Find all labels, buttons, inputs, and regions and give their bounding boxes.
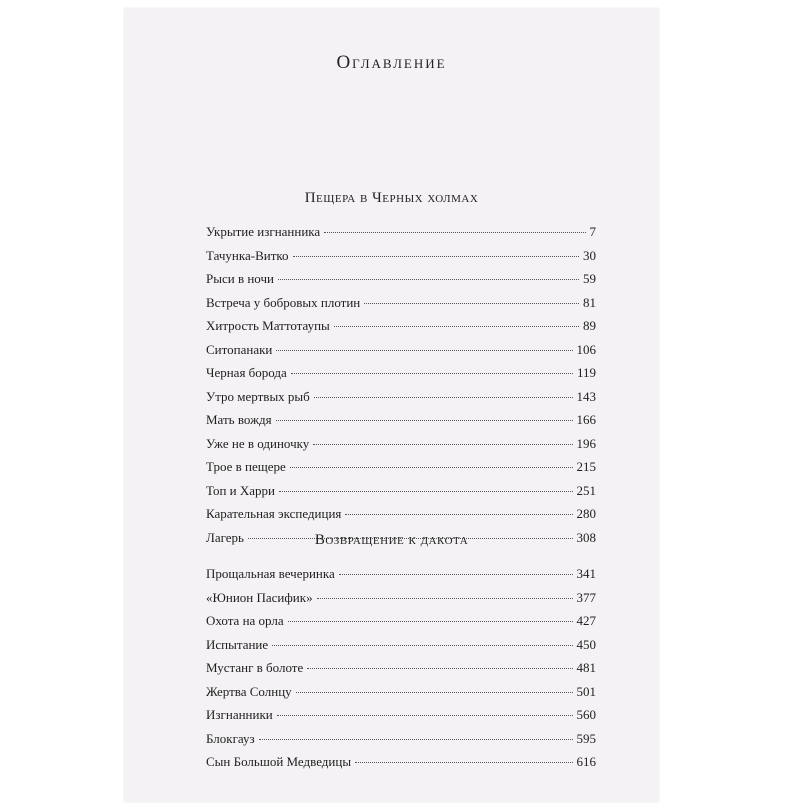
- toc-entry: [206, 479, 596, 503]
- toc-entry: [206, 385, 596, 409]
- toc-entry-title: Испытание: [206, 636, 269, 652]
- dot-leader: [293, 256, 579, 257]
- toc-entry-page-number: 30: [583, 247, 596, 263]
- toc-entry-title: Прощальная вечеринка: [206, 566, 335, 581]
- toc-entry-page-number: 143: [576, 388, 596, 404]
- dot-leader: [291, 373, 573, 374]
- toc-entry-page-number: 450: [576, 636, 596, 652]
- toc-entry-title: «Юнион Пасифик»: [206, 589, 313, 605]
- toc-entry-page-number: 501: [576, 683, 596, 699]
- dot-leader: [355, 762, 572, 763]
- dot-leader: [324, 232, 585, 233]
- dot-leader: [259, 739, 573, 740]
- dot-leader: [313, 444, 572, 445]
- toc-entry: [206, 703, 596, 727]
- toc-entry: [206, 609, 596, 633]
- toc-entry-title: Охота на орла: [206, 613, 284, 628]
- dot-leader: [277, 715, 573, 716]
- toc-entry: [206, 750, 596, 774]
- toc-entry: [206, 267, 596, 291]
- toc-entry: [206, 727, 596, 751]
- section-title-1: Пещера в Черных холмах: [304, 190, 479, 206]
- dot-leader: [278, 279, 579, 280]
- dot-leader: [276, 420, 573, 421]
- toc-entry-title: Изгнанники: [206, 707, 273, 722]
- toc-entry: [206, 244, 596, 268]
- toc-entry: [206, 338, 596, 362]
- toc-entry: [206, 314, 596, 338]
- toc-entry-page-number: 215: [576, 459, 596, 474]
- toc-entry: [206, 361, 596, 385]
- toc-entry: [206, 291, 596, 315]
- toc-entry-page-number: 81: [583, 294, 596, 310]
- toc-entry-title: Жертва Солнцу: [206, 683, 292, 699]
- dot-leader: [307, 668, 572, 669]
- toc-entry-page-number: 560: [576, 707, 596, 722]
- toc-entry-page-number: 341: [576, 566, 596, 581]
- toc-entry-title: Хитрость Маттотаупы: [206, 318, 330, 333]
- toc-entry-title: Сын Большой Медведицы: [206, 754, 352, 769]
- toc-entry-page-number: 119: [576, 365, 596, 380]
- dot-leader: [290, 467, 573, 468]
- toc-entry-page-number: 595: [576, 730, 596, 746]
- toc-entry-title: Тачунка-Витко: [206, 247, 289, 263]
- toc-entry-title: Ситопанаки: [206, 341, 273, 357]
- toc-entry-page-number: 89: [583, 318, 596, 333]
- dot-leader: [334, 326, 579, 327]
- toc-entry-title: Утро мертвых рыб: [206, 388, 310, 404]
- toc-entry-page-number: 196: [576, 435, 596, 451]
- toc-entry: [206, 502, 596, 526]
- toc-entry-page-number: 616: [576, 754, 596, 769]
- toc-entry-title: Черная борода: [206, 365, 287, 380]
- toc-entry: [206, 680, 596, 704]
- toc-entry-title: Рыси в ночи: [206, 271, 274, 286]
- toc-entry-page-number: 7: [589, 224, 596, 239]
- toc-entry: [206, 562, 596, 586]
- toc-entry-title: Уже не в одиночку: [206, 435, 310, 451]
- toc-entry-page-number: 280: [576, 506, 596, 521]
- toc-entry-page-number: 427: [576, 613, 596, 628]
- dot-leader: [339, 574, 573, 575]
- toc-entry: [206, 220, 596, 244]
- toc-entry-title: Трое в пещере: [206, 459, 286, 474]
- toc-entry-title: Карательная экспедиция: [206, 506, 342, 521]
- toc-entry: [206, 633, 596, 657]
- toc-entry-page-number: 166: [576, 412, 596, 427]
- dot-leader: [345, 514, 572, 515]
- toc-entry-title: Мать вождя: [206, 412, 272, 427]
- toc-entry-page-number: 251: [576, 482, 596, 498]
- toc-list-2: [206, 562, 596, 774]
- toc-entry-title: Встреча у бобровых плотин: [206, 294, 361, 310]
- toc-entry: [206, 455, 596, 479]
- toc-entry-page-number: 481: [576, 660, 596, 675]
- toc-entry-title: Мустанг в болоте: [206, 660, 304, 675]
- page-title: Оглавление: [336, 52, 447, 73]
- toc-entry-title: Блокгауз: [206, 730, 255, 746]
- dot-leader: [296, 692, 573, 693]
- dot-leader: [279, 491, 573, 492]
- dot-leader: [364, 303, 579, 304]
- dot-leader: [317, 598, 573, 599]
- toc-entry: [206, 408, 596, 432]
- dot-leader: [314, 397, 573, 398]
- toc-list-1: [206, 220, 596, 549]
- toc-entry-page-number: 308: [576, 529, 596, 545]
- book-page: [124, 8, 659, 802]
- toc-entry-title: Топ и Харри: [206, 482, 275, 498]
- dot-leader: [272, 645, 572, 646]
- dot-leader: [276, 350, 572, 351]
- dot-leader: [288, 621, 573, 622]
- section-title-2: Возвращение к дакота: [314, 532, 469, 548]
- toc-entry: [206, 586, 596, 610]
- toc-entry-page-number: 106: [576, 341, 596, 357]
- toc-entry-page-number: 59: [583, 271, 596, 286]
- toc-entry: [206, 656, 596, 680]
- toc-entry-title: Укрытие изгнанника: [206, 224, 321, 239]
- toc-entry-page-number: 377: [576, 589, 596, 605]
- toc-entry: [206, 432, 596, 456]
- toc-entry-title: Лагерь: [206, 529, 244, 545]
